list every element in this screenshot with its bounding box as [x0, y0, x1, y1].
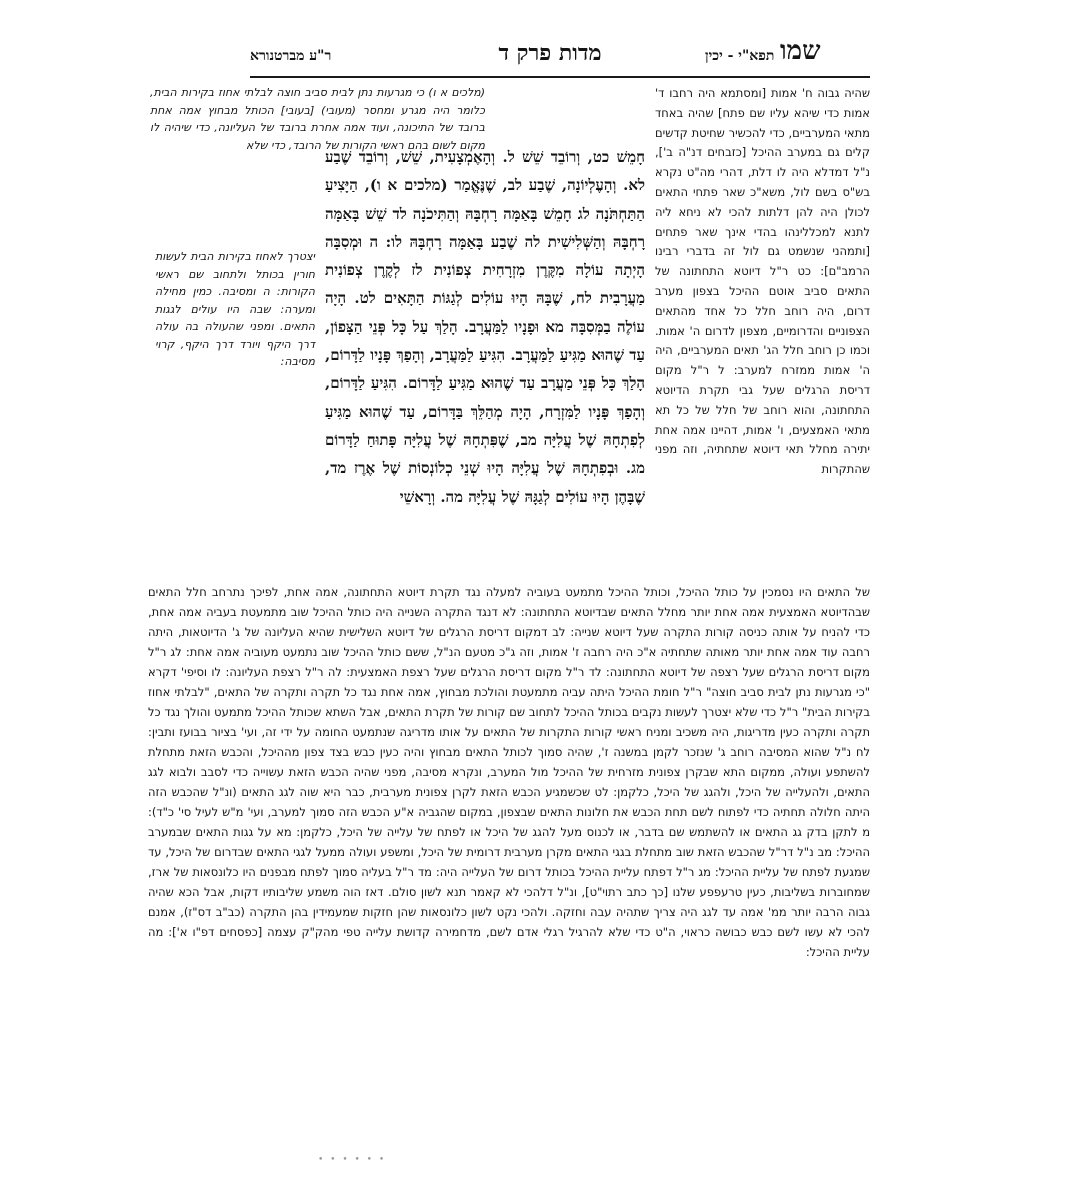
- header-commentary-label-right: תפא"י - יכין: [705, 48, 775, 64]
- mishnah-text: חָמֵשׁ כט, וְרוֹבֵד שֵׁשׁ ל. וְהָאֶמְצָעִית, שֵׁשׁ, וְרוֹבֵד שֶׁבַע לא. וְהָעֶלְיוֹנָה, שֶׁבַע לב, שֶׁנֶּאֱמַר (מלכים א ו), הַיָּצִיעַ הַתַּחְתֹּנָה לג חָמֵשׁ בָּאַמָּה רָחְבָּהּ וְהַתִּיכֹנָה לד שֵׁשׁ בָּאַמָּה רָחְבָּהּ וְהַשְּׁלִישִׁית לה שֶׁבַע בָּאַמָּה רָחְבָּהּ לו: ה וּמְסִבָּה הָיְתָה עוֹלָה מִקֶּרֶן מִזְרָחִית צְפוֹנִית לז לְקֶרֶן צְפוֹנִית מַעֲרָבִית לח, שֶׁבָּהּ הָיוּ עוֹלִים לְגַגּוֹת הַתָּאִים לט. הָיָה עוֹלֶה בַמְּסִבָּה מא וּפָנָיו לַמַּעֲרָב. הָלַךְ עַל כָּל פְּנֵי הַצָּפוֹן, עַד שֶׁהוּא מַגִּיעַ לַמַּעֲרָב. הִגִּיעַ לַמַּעֲרָב, וְהָפַךְ פָּנָיו לַדָּרוֹם, הָלַךְ כָּל פְּנֵי מַעֲרָב עַד שֶׁהוּא מַגִּיעַ לַדָּרוֹם. הִגִּיעַ לַדָּרוֹם, וְהָפַךְ פָּנָיו לַמִּזְרָח, הָיָה מְהַלֵּךְ בַּדָּרוֹם, עַד שֶׁהוּא מַגִּיעַ לְפִתְחָהּ שֶׁל עֲלִיָּה מב, שֶׁפִּתְחָהּ שֶׁל עֲלִיָּה פָּתוּחַ לַדָּרוֹם מג. וּבְפִתְחָהּ שֶׁל עֲלִיָּה הָיוּ שְׁנֵי כְלוֹנְסוֹת שֶׁל אֶרֶז מד, שֶׁבָּהֶן הָיוּ עוֹלִים לְגַגָּהּ שֶׁל עֲלִיָּה מה. וְרָאשֵׁי: [325, 148, 645, 506]
- header-signature-word: שמו: [780, 36, 821, 66]
- bartenura-text-top: (מלכים א ו) כי מגרעות נתן לבית סביב חוצה לבלתי אחוז בקירות הבית, כלומר היה מגרע ומחסר (מעובי) [בעובי] הכותל מבחוץ אמה אחת ברובד של התיכונה, ועוד אמה אחרת ברובד של העליונה, כדי שיהיה לו מקום לשום בהם ראשי הקורות של הרובד, כדי שלא: [150, 86, 485, 152]
- yachin-text: שהיה גבוה ח' אמות [ומסתמא היה רחבו ד' אמות כדי שיהא עליו שם פתח] שהיה באחד מתאי המערביים, כדי להכשיר שחיטת קדשים קלים גם במערב ההיכל [כזבחים דנ"ה ב'], נ"ל דמדלא היה לו דלת, דהרי מה"ט נקרא בש"ס בשם לול, משא"כ שאר פתחי התאים לכולן היה להן דלתות להכי לא ניחא ליה לתנא למכללינהו בהדי אינך שאר פתחים [ותמהני שנשמט גם לול זה בדברי רבינו הרמב"ם]: כט ר"ל דיוטא התחתונה של התאים סביב אוטם ההיכל בצפון מערב דרום, היה רוחב חלל כל אחד מהתאים הצפוניים והדרומיים, מצפון לדרום ה' אמות. וכמו כן רוחב חלל הג' תאים המערביים, היה ה' אמות ממזרח למערב: ל ר"ל מקום דריסת הרגלים שעל גבי תקרת הדיוטא התחתונה, והוא רוחב של חלל של כל תא מתאי האמצעים, ו' אמות, דהיינו אמה אחת יתירה מחלל תאי דיוטא שתחתיה, וזה מפני שהתקרות: [655, 86, 870, 477]
- tiferet-yisrael-commentary: [655, 84, 870, 480]
- header-rule: [250, 76, 870, 78]
- mishnah-text-block: [325, 143, 645, 511]
- bottom-commentary-text: של התאים היו נסמכין על כותל ההיכל, וכותל ההיכל מתמעט בעוביה למעלה נגד תקרת דיוטא התחתונה, אמה אחת, לפיכך נתרחב חלל התאים שבהדיוטא האמצעית אמה אחת יותר מחלל התאים שבדיוטא התחתונה: לא דנגד התקרה השנייה היה כותל ההיכל שוב מתמעטת בעביה אמה אחת, כדי להניח על אותה כניסה קורות התקרה שעל דיוטא שנייה: לב דמקום דריסת הרגלים של דיוטא השלישית שהיא העליונה של ג' הדיוטאות, היתה רחבה עוד אמה אחת יותר מאותה שתחתיה א"כ היה רחבה ז' אמות, וזה ג"כ מטעם הנ"ל, ששם כותל ההיכל שוב נתמעט מעוביה אמה אחת: לג ר"ל מקום דריסת הרגלים שעל רצפה של דיוטא התחתונה: לד ר"ל מקום דריסת הרגלים שעל רצפת האמצעית: לה ר"ל רצפת העליונה: לו וסיפי' דקרא "כי מגרעות נתן לבית סביב חוצה" ר"ל חומת ההיכל היתה עביה מתמעטת והולכת מבחוץ, אמה אחת נגד כל תקרה ותקרה של התאים, "לבלתי אחוז בקירות הבית" ר"ל כדי שלא יצטרך לעשות נקבים בכותל ההיכל לתחוב שם קורות של תקרת התאים, אבל השתא שכותל ההיכל מתמעט והולך נגד כל תקרה ותקרה כעין מדריגות, היה משכיב ומניח ראשי קורות התקרות של התאים על אותו מדריגה שנתמעט החומה על ידי זה, ועי' בציור בבועז ותבין: לח נ"ל שהוא המסיבה רוחב ג' שנזכר לקמן במשנה ז', שהיה סמוך לכותל התאים מבחוץ והיה כעין כבש בצד צפון מההיכל, והכבש הזאת מתחלת להשתפע ועולה, ממקום התא שבקרן צפונית מזרחית של ההיכל מול המערב, ונקרא מסיבה, מפני שהיה הכבש הזאת עשוייה כדי לסבב ולבוא לגג התאים, ולהעלייה של היכל, ולהגג של היכל, כלקמן: לט שכשמגיע הכבש הזאת לקרן צפונית מערבית, כבר היא שוה לגג התאים (ונ"ל שהכבש הזה היתה חלולה תחתיה כדי לפתוח לשם תחת הכבש את חלונות התאים שבצפון, במקום שהגביה א"ע הכבש הזה סמוך למערב, ועי' מ"ש לעיל סי' כ"ד): מ לתקן בדק גג התאים או להשתמש שם בדבר, או לכנוס מעל להגג של היכל או לפתח של עלייה של היכל, כלקמן: מא על גגות התאים שבמערב ההיכל: מב נ"ל דר"ל שהכבש הזאת שוב מתחלת בגגי התאים מקרן מערבית דרומית של היכל, ומשפע ועולה ממעל לגגי התאים שבדרום של היכל, עד שמגעת לפתח של עליית ההיכל: מג ר"ל דפתח עליית ההיכל בכותל דרום של העלייה היה: מד ר"ל בעליה סמוך לפתח מבפנים היו כלונסאות של ארז, שמחוברות בשליבות, כעין טרעפפע שלנו [כך כתב רתוי"ט], ונ"ל דלהכי לא קאמר תנא לשון סולם. דאז הוה משמע שליבותיו דקות, אבל הכא שהיה גבוה הרבה יותר ממ' אמה עד לגג היה צריך שתהיה עבה וחזקה. ולהכי נקט לשון כלונסאות שהן חזקות שמעמידין בהן התקרה (כב"ב דס"ז), אמנם להכי לא עשו לשם כבש כבושה כראוי, ה"ט כדי שלא להרגיל רגלי אדם לשם, מדחמירה קדושת עלייה טפי מהק"ק עצמה [כפסחים דפ"ו א']: מה עליית ההיכל:: [148, 585, 870, 959]
- bottom-commentary: [148, 582, 870, 962]
- header-commentary-label: ר"ע מברטנורא: [250, 48, 332, 64]
- bartenura-commentary-narrow: [155, 248, 315, 371]
- page-title: מדות פרק ד: [498, 40, 602, 66]
- footer-dots: • • • • • •: [318, 1155, 387, 1165]
- bartenura-text-narrow: יצטרך לאחוז בקירות הבית לעשות חורין בכותל ולתחוב שם ראשי הקורות: ה ומסיבה. כמין מחילה ומערה: שבה היו עולים לגגות התאים. ומפני שהעולה בה עולה דרך היקף ויורד דרך היקף, קרוי מסיבה:: [155, 250, 315, 368]
